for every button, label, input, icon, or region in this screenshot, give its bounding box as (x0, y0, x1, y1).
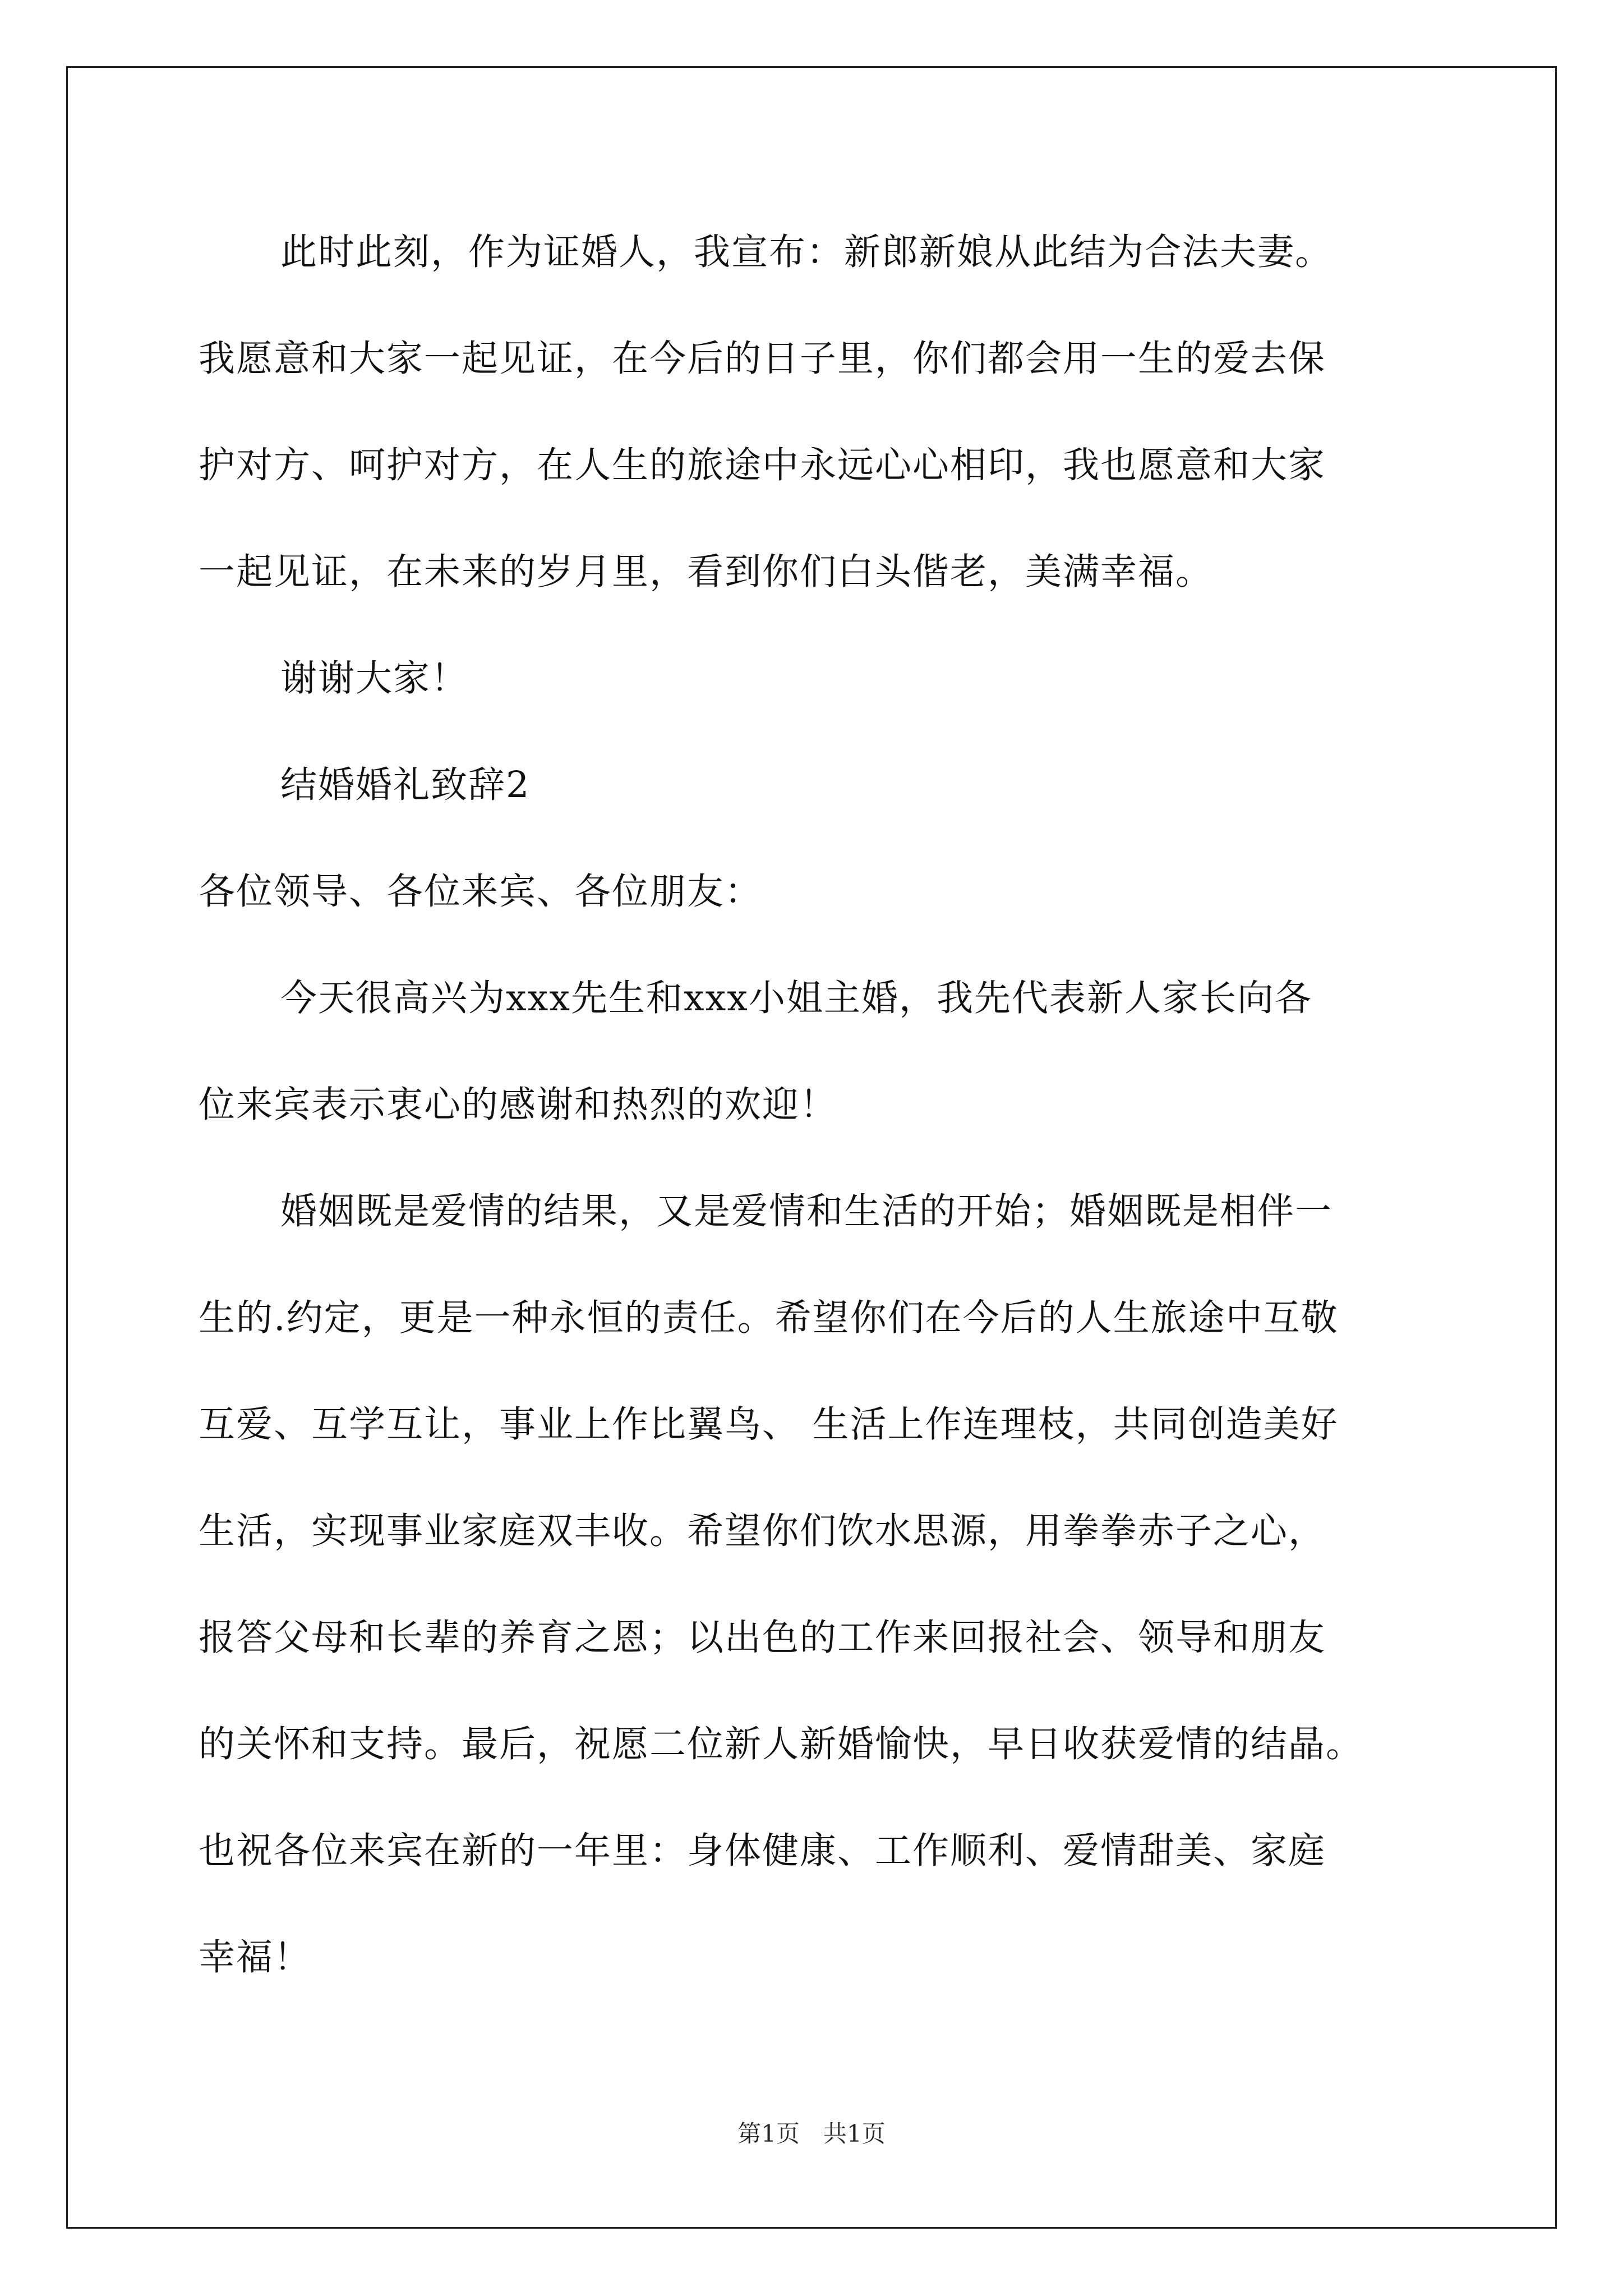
paragraph-line: 位来宾表示衷心的感谢和热烈的欢迎！ (199, 1084, 838, 1126)
page-border (66, 66, 1557, 2229)
paragraph-line: 报答父母和长辈的养育之恩；以出色的工作来回报社会、领导和朋友 (199, 1617, 1326, 1659)
paragraph-line: 今天很高兴为xxx先生和xxx小姐主婚，我先代表新人家长向各 (280, 977, 1312, 1019)
paragraph-line: 谢谢大家！ (280, 657, 469, 700)
paragraph-line: 生的.约定，更是一种永恒的责任。希望你们在今后的人生旅途中互敬 (199, 1297, 1339, 1339)
paragraph-line: 也祝各位来宾在新的一年里：身体健康、工作顺利、爱情甜美、家庭 (199, 1830, 1326, 1872)
paragraph-line: 此时此刻，作为证婚人，我宣布：新郎新娘从此结为合法夫妻。 (280, 231, 1333, 273)
paragraph-line: 婚姻既是爱情的结果，又是爱情和生活的开始；婚姻既是相伴一 (280, 1190, 1333, 1232)
paragraph-line: 我愿意和大家一起见证，在今后的日子里，你们都会用一生的爱去保 (199, 338, 1326, 380)
paragraph-line: 护对方、呵护对方，在人生的旅途中永远心心相印，我也愿意和大家 (199, 444, 1326, 486)
salutation: 各位领导、各位来宾、各位朋友： (199, 871, 763, 913)
paragraph-line: 生活，实现事业家庭双丰收。希望你们饮水思源，用拳拳赤子之心， (199, 1510, 1326, 1552)
section-heading: 结婚婚礼致辞2 (280, 764, 531, 806)
paragraph-line: 的关怀和支持。最后，祝愿二位新人新婚愉快，早日收获爱情的结晶。 (199, 1723, 1364, 1765)
page-footer: 第1页 共1页 (737, 2120, 886, 2147)
paragraph-line: 一起见证，在未来的岁月里，看到你们白头偕老，美满幸福。 (199, 551, 1214, 593)
paragraph-line: 幸福！ (199, 1936, 312, 1978)
paragraph-line: 互爱、互学互让，事业上作比翼鸟、 生活上作连理枝，共同创造美好 (199, 1404, 1339, 1446)
